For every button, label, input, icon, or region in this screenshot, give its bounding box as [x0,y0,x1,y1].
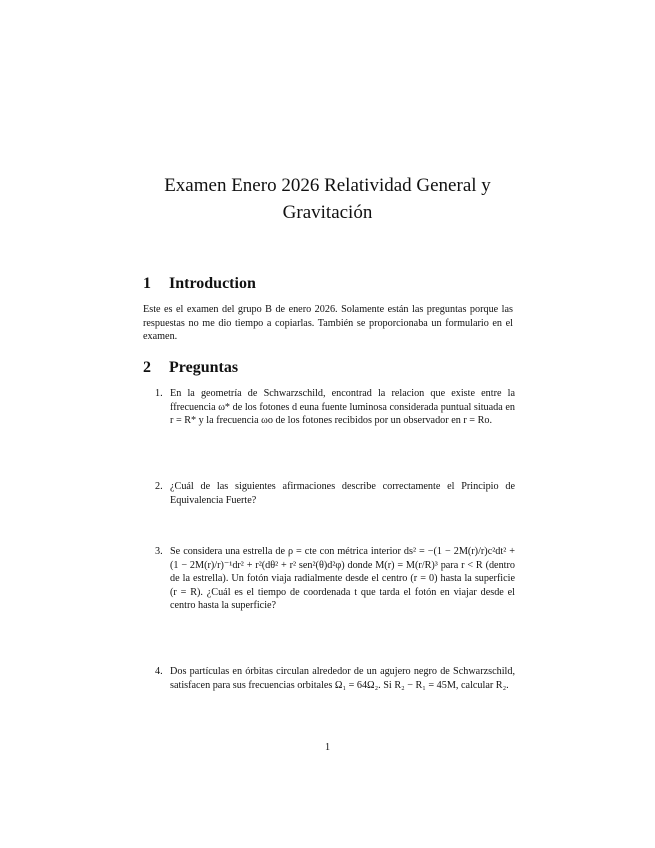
question-number: 3. [155,546,163,557]
question-text: ¿Cuál de las siguientes afirmaciones describe correctamente el Principio de Equivalencia Fuerte? [170,481,515,506]
section-title: Introduction [169,275,256,292]
section-number: 1 [143,275,151,292]
page-number: 1 [324,742,331,753]
section-title: Preguntas [169,359,239,376]
section-heading-preguntas [143,359,238,377]
section-number: 2 [143,359,151,376]
introduction-paragraph: Este es el examen del grupo B de enero 2026. Solamente están las preguntas porque las respuestas no me dio tiempo a copiarlas. También se proporcionaba un formulario en el examen. [143,304,513,342]
section-heading-introduction [143,275,256,293]
question-1 [155,387,515,428]
question-4 [155,665,515,692]
question-3 [155,545,515,613]
question-text: Se considera una estrella de ρ = cte con métrica interior ds² = −(1 − 2M(r)/r)c²dt² + (1 − 2M(r)/r)⁻¹dr² + r²(dθ² + r² sen²(θ)d²φ) donde M(r) = M(r/R)³ para r < R (dentro de la estrella). Un fotón viaja radialmente desde el centro (r = 0) hasta la superficie (r = R). ¿Cuál es el tiempo de coordenada t que tarda el fotón en viajar desde el centro hasta la superficie? [170,546,515,611]
question-number: 4. [155,666,163,677]
question-number: 1. [155,388,163,399]
question-text: Dos partículas en órbitas circulan alrededor de un agujero negro de Schwarzschild, satisfacen para sus frecuencias orbitales Ω₁ = 64Ω₂. Si R₂ − R₁ = 45M, calcular R₂. [170,666,515,691]
question-text: En la geometría de Schwarzschild, encontrad la relacion que existe entre la ffrecuencia ω* de los fotones d euna fuente luminosa considerada puntual situada en r = R* y la frecuencia ωo de los fotones recibidos por un observador en r = Ro. [170,388,515,426]
paper-title: Examen Enero 2026 Relatividad General y Gravitación [164,175,491,223]
question-2 [155,480,515,507]
question-number: 2. [155,481,163,492]
